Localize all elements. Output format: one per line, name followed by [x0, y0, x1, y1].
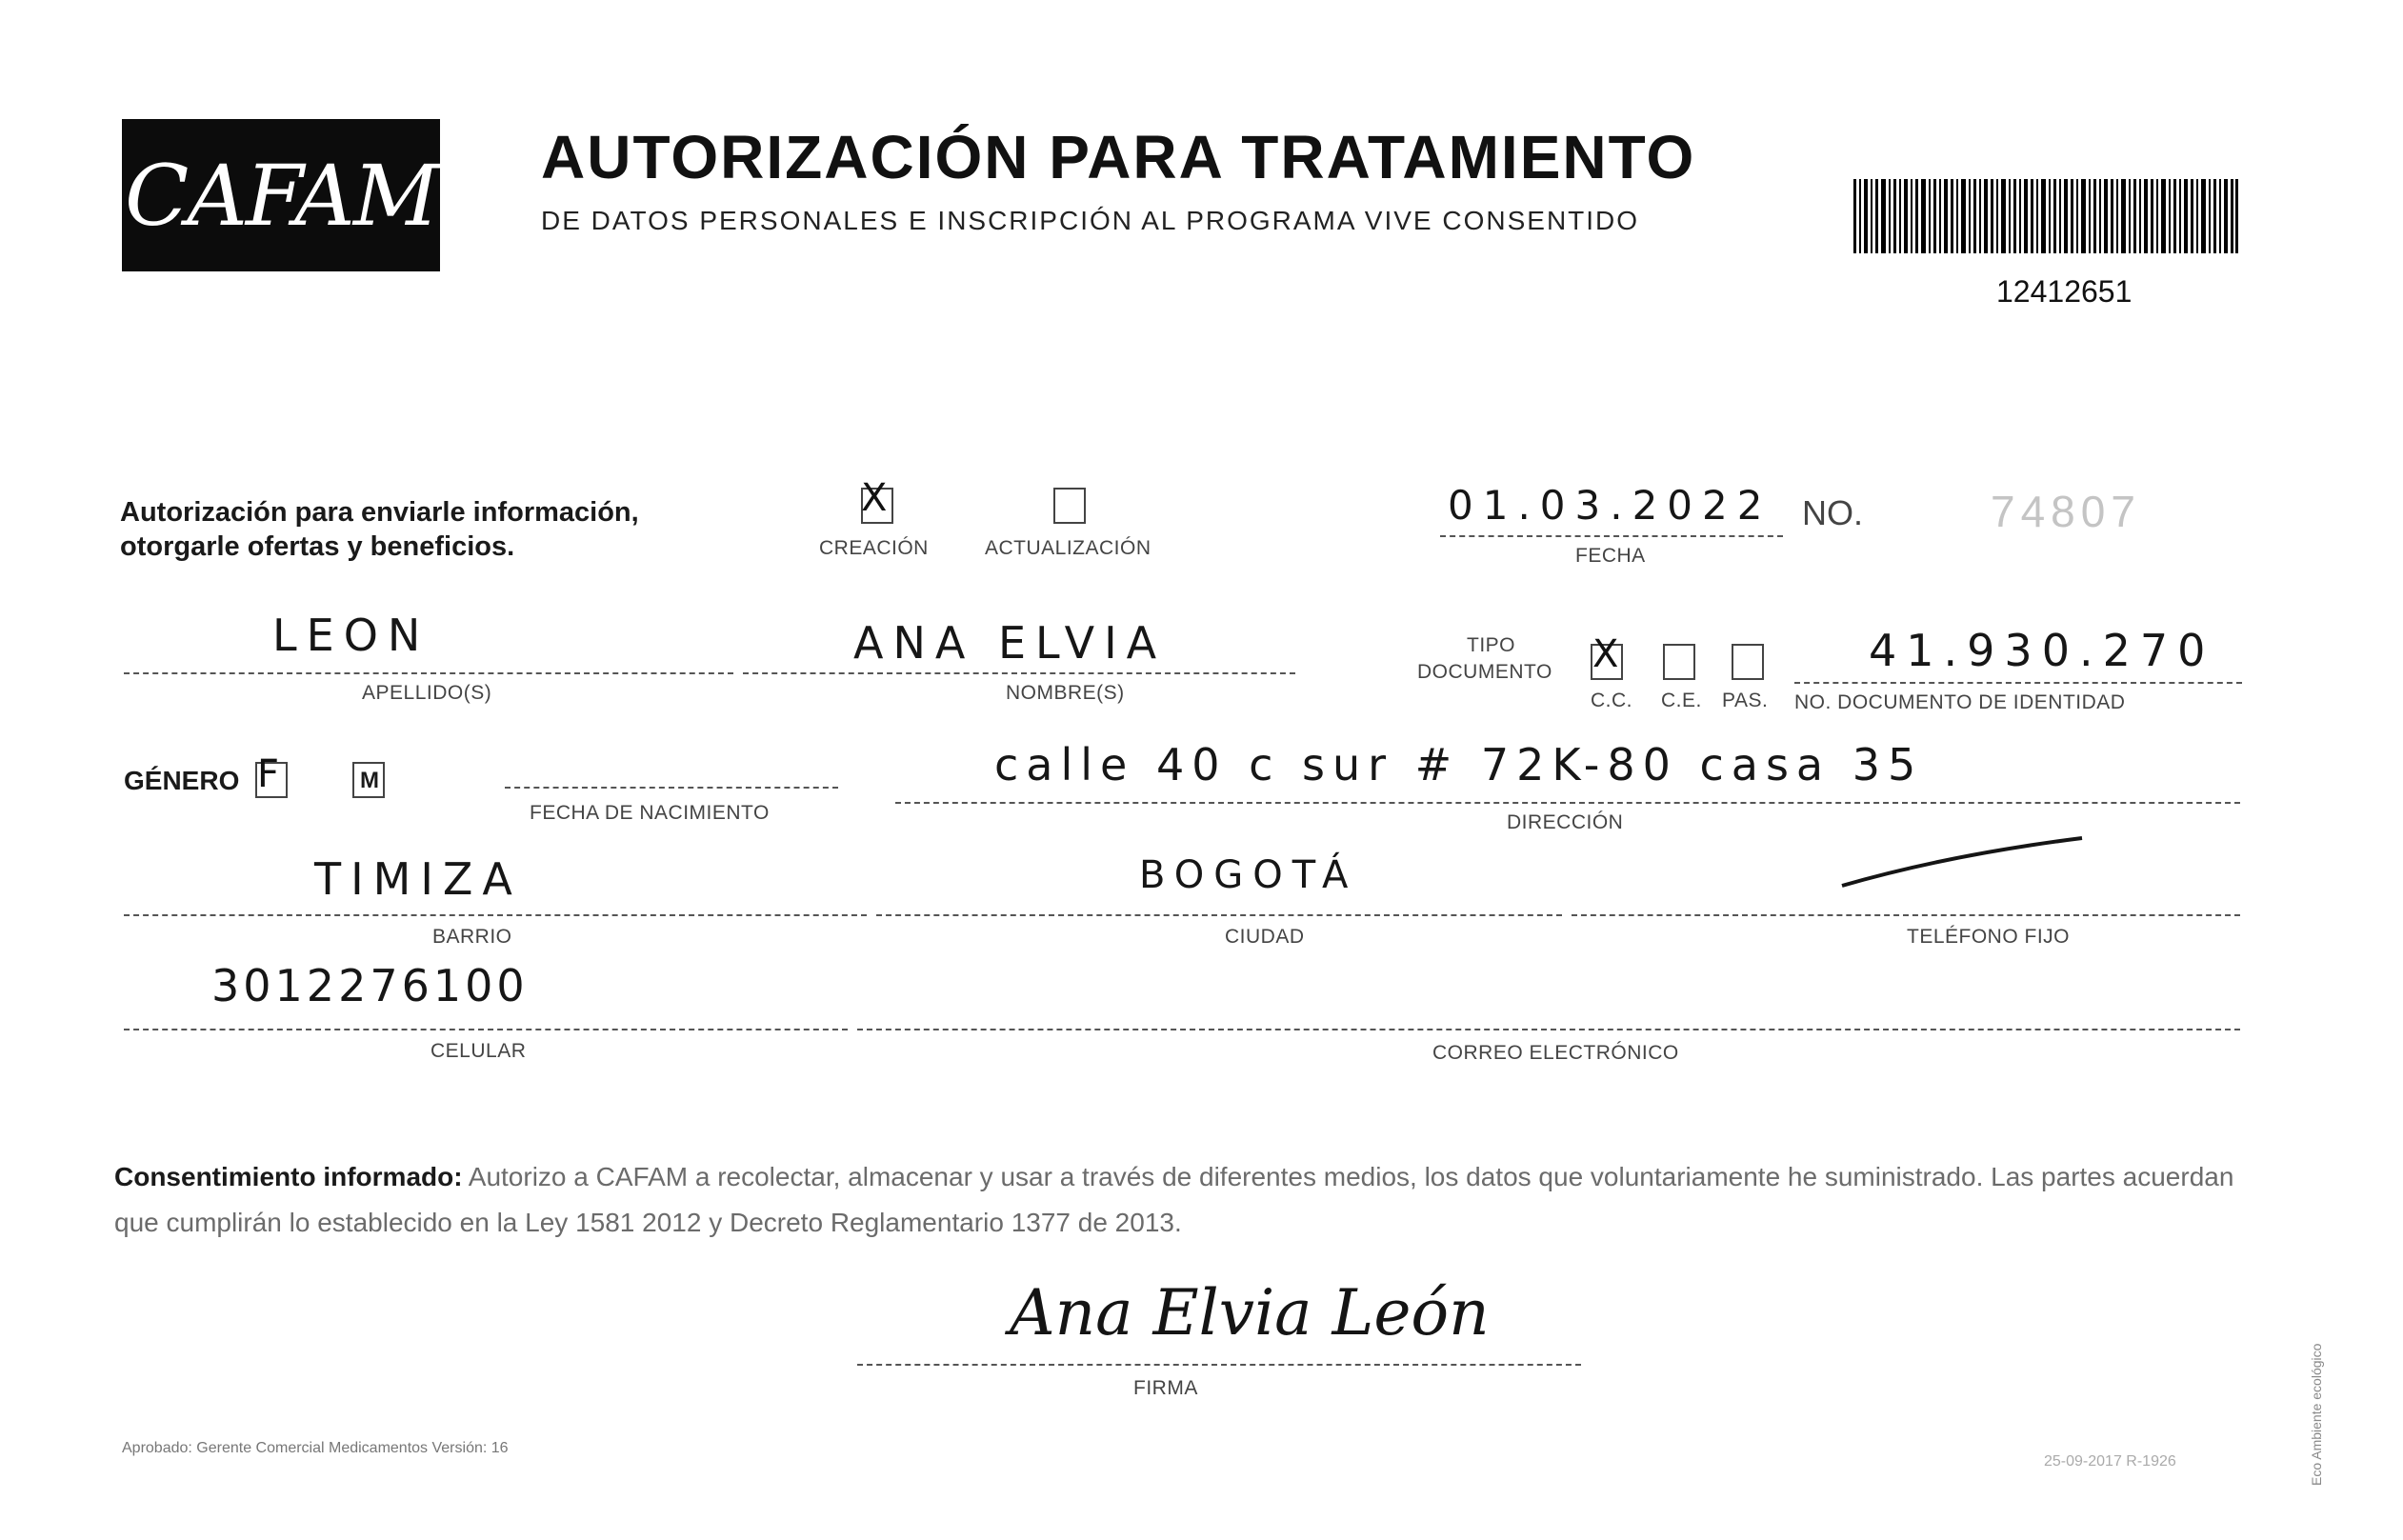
ce-checkbox[interactable]	[1663, 644, 1695, 680]
actualizacion-label: ACTUALIZACIÓN	[985, 537, 1151, 559]
signature-label: FIRMA	[1133, 1377, 1198, 1399]
barrio-label: BARRIO	[432, 926, 512, 948]
telefono-strike	[1838, 830, 2086, 897]
consent-text: Autorizo a CAFAM a recolectar, almacenar y usar a través de diferentes medios, los datos que voluntariamente he suministrado. Las partes acuerdan que cumplirán lo establecido en la Ley 1581 2012 y Decreto Reglamentario 1377 de 2013.	[114, 1162, 2234, 1237]
genero-label: GÉNERO	[124, 766, 240, 795]
form-number: 74807	[1991, 487, 2141, 536]
document-title: AUTORIZACIÓN PARA TRATAMIENTO	[541, 123, 1696, 191]
direccion-value[interactable]: calle 40 c sur # 72K-80 casa 35	[994, 739, 1924, 790]
authorization-text-line1: Autorización para enviarle información,	[120, 497, 639, 528]
footer-code: 25-09-2017 R-1926	[2044, 1453, 2176, 1470]
nombres-label: NOMBRE(S)	[1006, 682, 1125, 704]
nombres-value[interactable]: ANA ELVIA	[853, 617, 1167, 669]
fecha-nacimiento-label: FECHA DE NACIMIENTO	[530, 802, 770, 824]
barrio-value[interactable]: TIMIZA	[314, 853, 522, 905]
celular-label: CELULAR	[431, 1040, 527, 1062]
barcode-number: 12412651	[1996, 274, 2133, 309]
footer-approval: Aprobado: Gerente Comercial Medicamentos Versión: 16	[122, 1440, 509, 1456]
pas-checkbox[interactable]	[1732, 644, 1764, 680]
apellidos-label: APELLIDO(S)	[362, 682, 492, 704]
authorization-text-line2: otorgarle ofertas y beneficios.	[120, 531, 515, 562]
documento-value[interactable]: 41.930.270	[1869, 625, 2215, 676]
genero-m-label: M	[360, 768, 379, 793]
fecha-label: FECHA	[1575, 545, 1646, 567]
celular-value[interactable]: 3012276100	[211, 960, 529, 1011]
direccion-label: DIRECCIÓN	[1507, 811, 1624, 833]
logo-text: CAFAM	[125, 146, 437, 245]
genero-f-mark: F	[257, 752, 280, 796]
apellidos-value[interactable]: LEON	[272, 610, 431, 661]
ce-label: C.E.	[1661, 690, 1702, 711]
creacion-check-mark: X	[861, 476, 888, 520]
creacion-label: CREACIÓN	[819, 537, 929, 559]
ciudad-label: CIUDAD	[1225, 926, 1305, 948]
cafam-logo	[122, 119, 440, 271]
actualizacion-checkbox[interactable]	[1053, 488, 1086, 524]
consent-paragraph	[114, 1154, 2248, 1246]
fecha-value[interactable]: 01.03.2022	[1448, 482, 1772, 529]
documento-label: NO. DOCUMENTO DE IDENTIDAD	[1794, 691, 2126, 713]
barcode	[1853, 179, 2238, 253]
telefono-label: TELÉFONO FIJO	[1907, 926, 2071, 948]
no-label: NO.	[1802, 493, 1864, 532]
signature: Ana Elvia León	[1010, 1276, 1490, 1350]
tipo-documento-label-1: TIPO	[1467, 634, 1516, 656]
cc-check-mark: X	[1592, 632, 1619, 676]
tipo-documento-label-2: DOCUMENTO	[1417, 661, 1552, 683]
pas-label: PAS.	[1722, 690, 1769, 711]
ciudad-value[interactable]: BOGOTÁ	[1139, 853, 1358, 897]
correo-label: CORREO ELECTRÓNICO	[1432, 1042, 1679, 1064]
consent-lead: Consentimiento informado:	[114, 1162, 463, 1191]
cc-label: C.C.	[1591, 690, 1632, 711]
side-note: Eco Ambiente ecológico	[2309, 1343, 2324, 1486]
authorization-text	[120, 495, 639, 564]
document-subtitle: DE DATOS PERSONALES E INSCRIPCIÓN AL PROGRAMA VIVE CONSENTIDO	[541, 206, 1640, 235]
